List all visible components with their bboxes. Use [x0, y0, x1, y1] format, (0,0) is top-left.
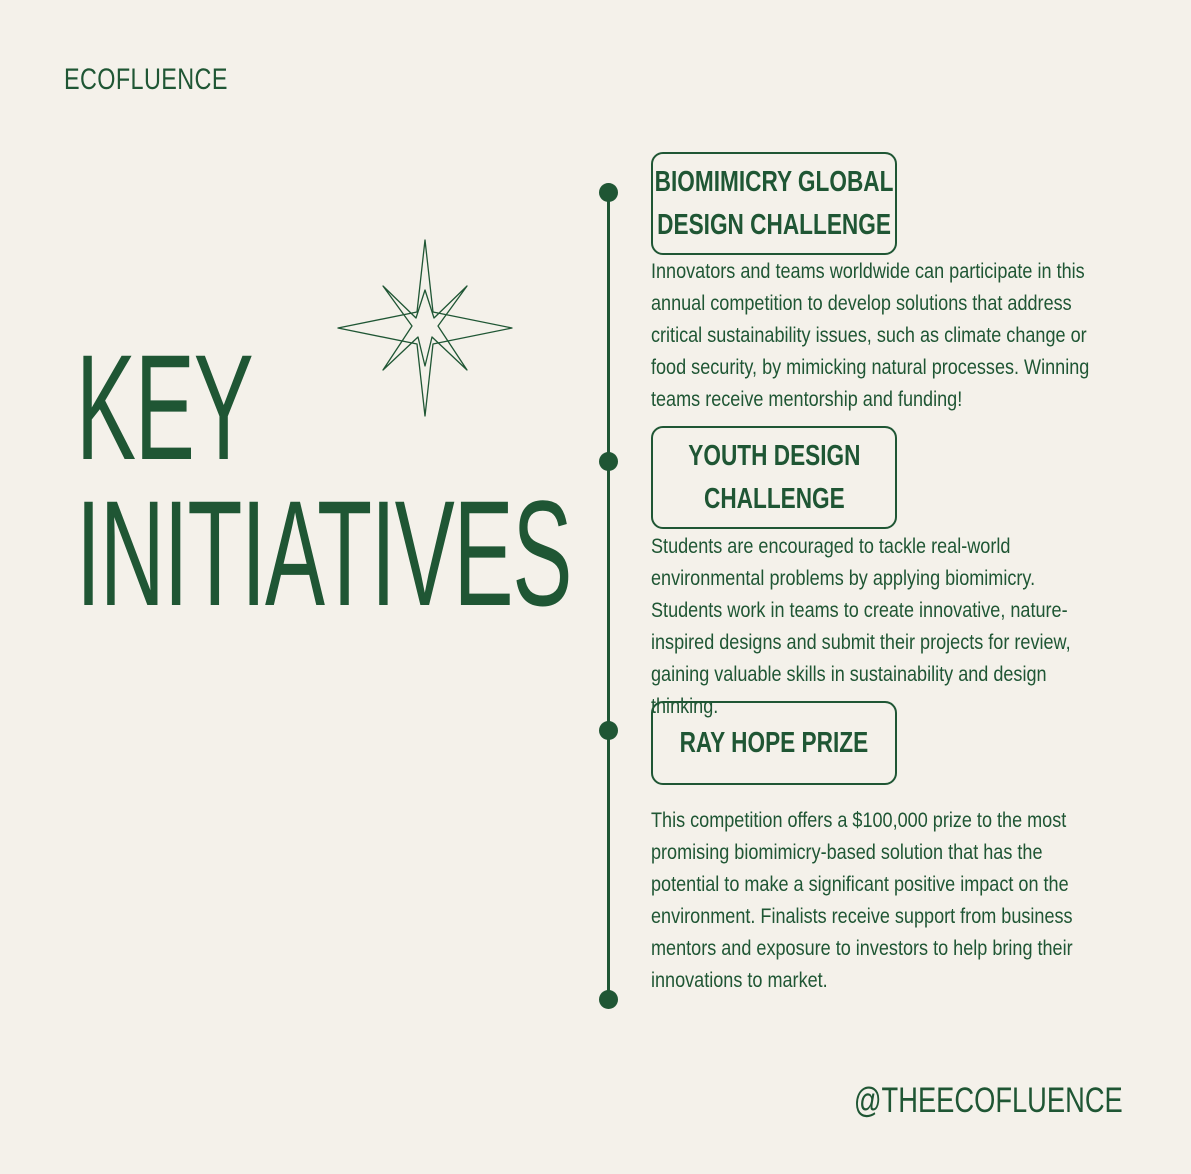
initiative-description: Innovators and teams worldwide can participate in this annual competition to develop solutions that address critical sustainability issues, such as climate change or food security, by mimicking natural processes. Winning teams receive mentorship and funding! [651, 260, 1090, 411]
timeline-dot [599, 990, 618, 1009]
page-title-line-1: KEY [76, 323, 253, 491]
initiative-title-line: RAY HOPE PRIZE [679, 726, 869, 759]
initiative-title-youth-design [651, 426, 897, 529]
brand-name: ECOFLUENCE [64, 63, 228, 96]
initiative-title-biomimicry-global [651, 152, 897, 255]
timeline-dot [599, 183, 618, 202]
social-handle: @THEECOFLUENCE [854, 1081, 1123, 1120]
initiative-title-line: YOUTH DESIGN [687, 439, 861, 472]
initiative-title-ray-hope-prize [651, 701, 897, 785]
timeline-dot [599, 452, 618, 471]
initiative-title-line: BIOMIMICRY GLOBAL [654, 165, 894, 198]
initiative-title-line: CHALLENGE [703, 482, 845, 515]
initiative-description: Students are encouraged to tackle real-world environmental problems by applying biomimicry. Students work in teams to create innovative, nature-inspired designs and submit their projects for review, gaining valuable skills in sustainability and design thinking. [651, 535, 1071, 718]
timeline-dot [599, 721, 618, 740]
initiative-description: This competition offers a $100,000 prize to the most promising biomimicry-based solution that has the potential to make a significant positive impact on the environment. Finalists receive support from business mentors and exposure to investors to help bring their innovations to market. [651, 809, 1073, 992]
four-point-star-icon [336, 238, 514, 418]
timeline-line [607, 192, 610, 999]
page-title-line-2: INITIATIVES [76, 469, 572, 637]
initiative-title-line: DESIGN CHALLENGE [657, 208, 891, 241]
